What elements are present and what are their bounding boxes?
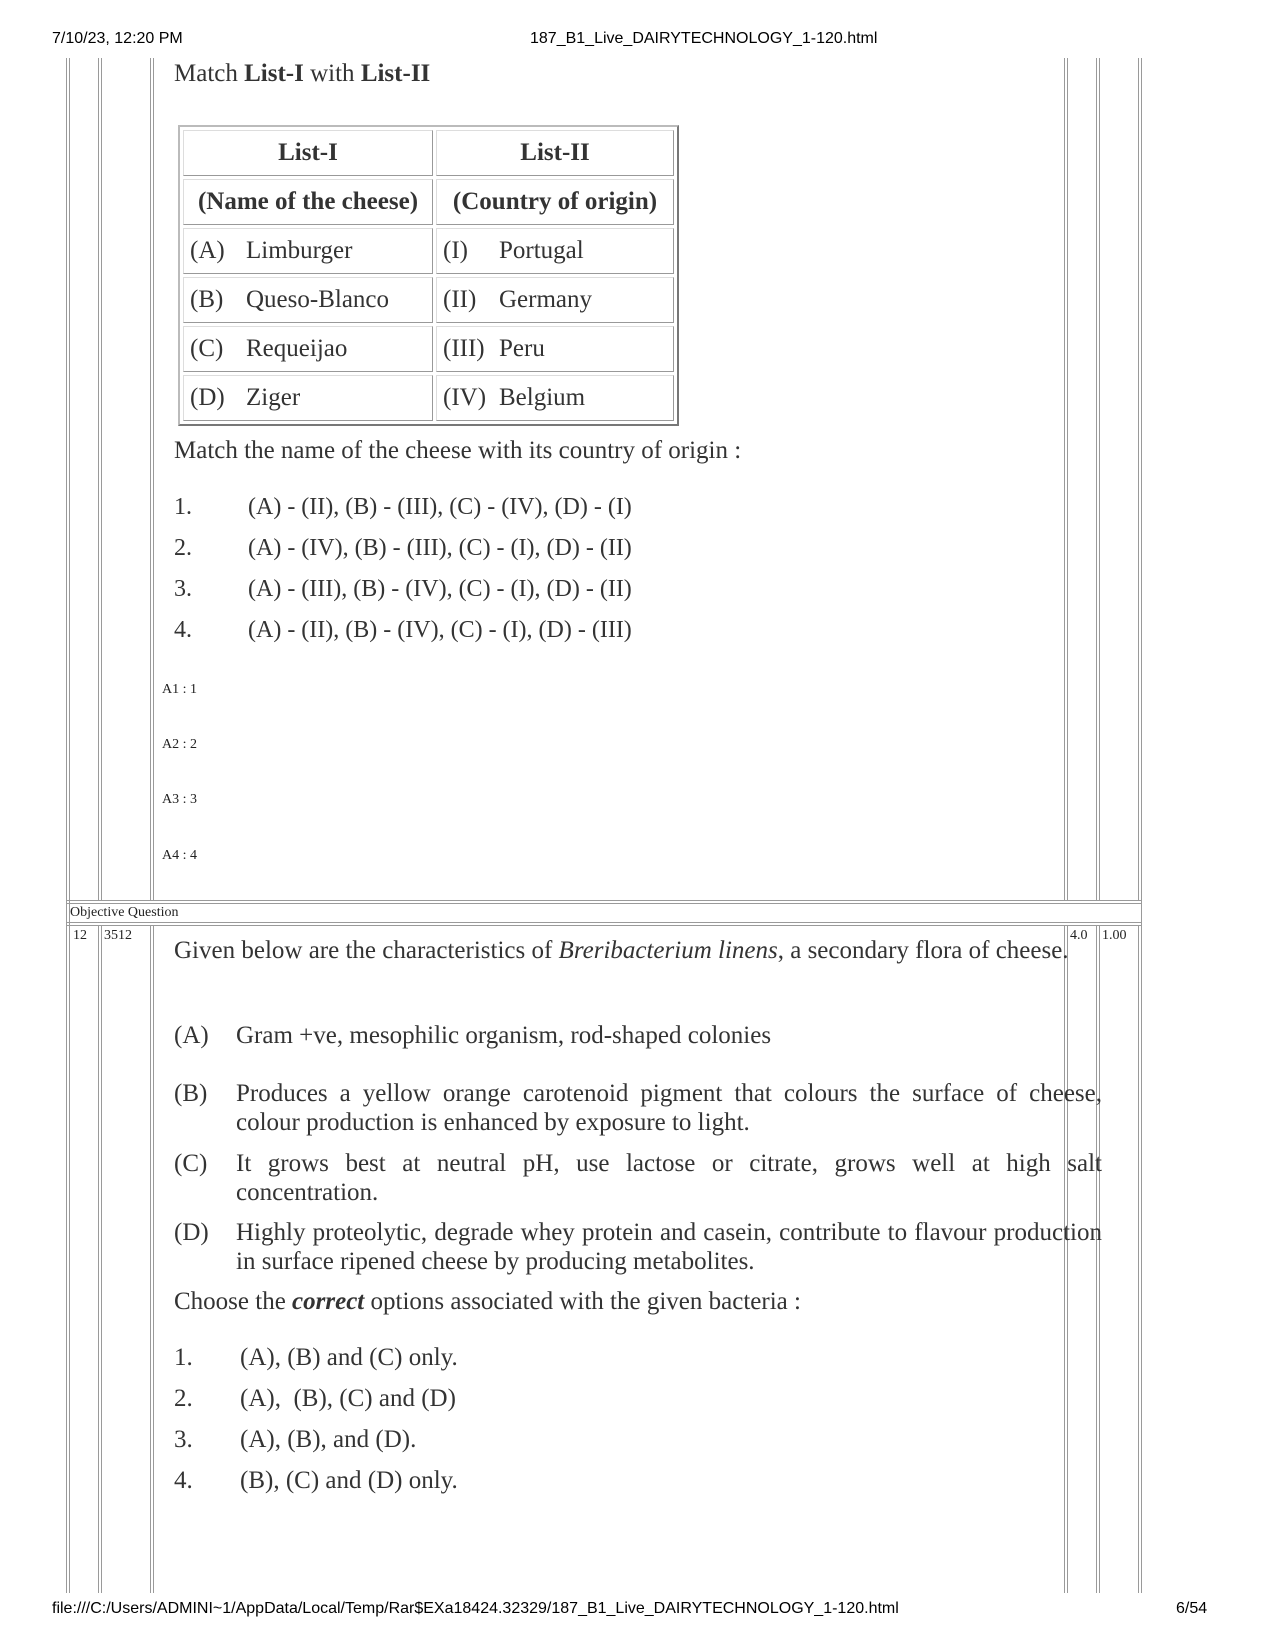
- q11-prompt: Match the name of the cheese with its country of origin :: [174, 437, 742, 464]
- option-number: 4.: [174, 617, 192, 643]
- option-text: (A) - (II), (B) - (III), (C) - (IV), (D) - (I): [248, 494, 632, 520]
- answer-label: A2 : 2: [162, 737, 197, 752]
- answer-label: A4 : 4: [162, 848, 197, 863]
- list-i-label: (B): [190, 286, 224, 313]
- option-number: 1.: [174, 494, 192, 520]
- table-row: [183, 277, 674, 323]
- section-label: Objective Question: [70, 905, 179, 920]
- option-number: 1.: [174, 1344, 193, 1371]
- list-ii-header: List-II: [436, 130, 674, 176]
- option-text: (A) - (IV), (B) - (III), (C) - (I), (D) - (II): [248, 535, 632, 561]
- answer-label: A1 : 1: [162, 682, 197, 697]
- option-text: (A) - (III), (B) - (IV), (C) - (I), (D) - (II): [248, 576, 632, 602]
- print-datetime: 7/10/23, 12:20 PM: [52, 30, 183, 47]
- option-number: 2.: [174, 535, 192, 561]
- item-text: Gram +ve, mesophilic organism, rod-shaped colonies: [236, 1022, 772, 1049]
- list-i-header: List-I: [183, 130, 433, 176]
- option-text: (B), (C) and (D) only.: [240, 1467, 458, 1494]
- list-ii-subheader: (Country of origin): [436, 179, 674, 225]
- answer-label: A3 : 3: [162, 792, 197, 807]
- cheese-name: Queso-Blanco: [246, 286, 390, 313]
- match-list-table: [178, 125, 679, 426]
- list-ii-label: (I): [443, 237, 468, 264]
- option-number: 3.: [174, 1426, 193, 1453]
- question-marks: 4.0: [1070, 928, 1088, 943]
- option-number: 4.: [174, 1467, 193, 1494]
- list-item: [174, 1021, 1102, 1050]
- question-serial: 12: [73, 928, 87, 943]
- q12-intro: Given below are the characteristics of Breribacterium linens, a secondary flora of cheese.: [174, 937, 1069, 964]
- table-row: [183, 228, 674, 274]
- table-row: [183, 326, 674, 372]
- print-page-number: 6/54: [1176, 1600, 1208, 1617]
- item-label: (C): [174, 1150, 208, 1177]
- option-text: (A), (B), and (D).: [240, 1426, 417, 1453]
- cheese-name: Requeijao: [246, 335, 348, 362]
- list-ii-label: (IV): [443, 384, 487, 411]
- list-item: [174, 1079, 1102, 1137]
- cheese-name: Limburger: [246, 237, 353, 264]
- item-label: (D): [174, 1219, 209, 1246]
- list-ii-label: (II): [443, 286, 477, 313]
- print-file-path: file:///C:/Users/ADMINI~1/AppData/Local/Temp/Rar$EXa18424.32329/187_B1_Live_DAIRYTECHNOLOGY_1-120.html: [52, 1600, 899, 1617]
- list-i-subheader: (Name of the cheese): [183, 179, 433, 225]
- item-label: (A): [174, 1022, 209, 1049]
- list-i-label: (D): [190, 384, 225, 411]
- option-text: (A) - (II), (B) - (IV), (C) - (I), (D) - (III): [248, 617, 632, 643]
- list-item: [174, 1218, 1102, 1276]
- option-text: (A), (B), (C) and (D): [240, 1385, 456, 1412]
- q12-prompt: Choose the correct options associated with the given bacteria :: [174, 1288, 801, 1315]
- item-text: Produces a yellow orange carotenoid pigment that colours the surface of cheese, colour production is enhanced by exposure to light.: [236, 1080, 1102, 1136]
- list-ii-label: (III): [443, 335, 485, 362]
- negative-marks: 1.00: [1102, 928, 1127, 943]
- item-text: Highly proteolytic, degrade whey protein and casein, contribute to flavour production in surface ripened cheese by producing metabolites.: [236, 1219, 1102, 1275]
- cheese-name: Ziger: [246, 384, 301, 411]
- item-label: (B): [174, 1080, 208, 1107]
- country-name: Peru: [499, 335, 545, 362]
- option-text: (A), (B) and (C) only.: [240, 1344, 458, 1371]
- option-number: 2.: [174, 1385, 193, 1412]
- question-id: 3512: [104, 928, 132, 943]
- table-row: [183, 375, 674, 421]
- list-item: [174, 1149, 1102, 1207]
- list-i-label: (A): [190, 237, 225, 264]
- country-name: Belgium: [499, 384, 586, 411]
- country-name: Germany: [499, 286, 593, 313]
- item-text: It grows best at neutral pH, use lactose or citrate, grows well at high salt concentration.: [236, 1150, 1102, 1206]
- list-i-label: (C): [190, 335, 224, 362]
- country-name: Portugal: [499, 237, 584, 264]
- q11-intro: Match List-I with List-II: [174, 60, 431, 87]
- print-page-title: 187_B1_Live_DAIRYTECHNOLOGY_1-120.html: [530, 30, 878, 47]
- option-number: 3.: [174, 576, 192, 602]
